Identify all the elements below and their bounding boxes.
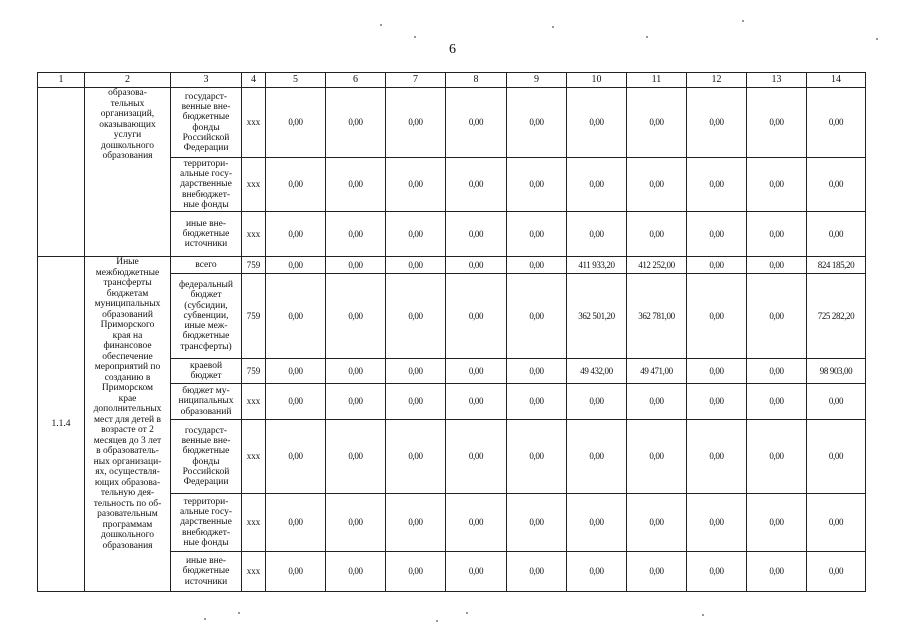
value-cell: 0,00 [747, 88, 807, 158]
value-cell: 0,00 [326, 420, 386, 494]
value-cell: 98 903,00 [807, 359, 866, 384]
value-cell: 0,00 [507, 212, 567, 257]
column-header-6: 6 [326, 73, 386, 88]
value-cell: 0,00 [687, 257, 747, 274]
value-cell: 0,00 [266, 212, 326, 257]
funding-source: территори- альные госу- дарственные внебюджет- ные фонды [171, 494, 242, 552]
value-cell: 362 781,00 [627, 274, 687, 359]
value-cell: 0,00 [266, 274, 326, 359]
value-cell: 0,00 [507, 420, 567, 494]
value-cell: 0,00 [507, 274, 567, 359]
column-header-8: 8 [446, 73, 507, 88]
item-number: 1.1.4 [38, 257, 85, 592]
value-cell: 0,00 [687, 359, 747, 384]
value-cell: 0,00 [687, 158, 747, 212]
value-cell: 0,00 [567, 212, 627, 257]
scan-speck [552, 26, 554, 28]
scan-speck [380, 24, 382, 26]
scan-speck [414, 36, 416, 38]
value-cell: 0,00 [326, 384, 386, 420]
value-cell: 0,00 [747, 257, 807, 274]
column-header-10: 10 [567, 73, 627, 88]
budget-table [37, 72, 866, 592]
value-cell: 0,00 [266, 420, 326, 494]
budget-code: xxx [242, 158, 266, 212]
value-cell: 0,00 [747, 359, 807, 384]
value-cell: 0,00 [567, 88, 627, 158]
value-cell: 0,00 [326, 274, 386, 359]
value-cell: 0,00 [807, 158, 866, 212]
value-cell: 0,00 [386, 359, 446, 384]
value-cell: 824 185,20 [807, 257, 866, 274]
funding-source: бюджет му- ниципальных образований [171, 384, 242, 420]
value-cell: 49 432,00 [567, 359, 627, 384]
value-cell: 0,00 [807, 420, 866, 494]
value-cell: 0,00 [446, 274, 507, 359]
value-cell: 0,00 [627, 88, 687, 158]
value-cell: 0,00 [627, 212, 687, 257]
scan-speck [646, 36, 648, 38]
value-cell: 725 282,20 [807, 274, 866, 359]
column-header-2: 2 [85, 73, 171, 88]
scan-speck [204, 618, 206, 620]
value-cell: 0,00 [627, 494, 687, 552]
column-header-14: 14 [807, 73, 866, 88]
value-cell: 0,00 [747, 494, 807, 552]
value-cell: 0,00 [386, 257, 446, 274]
column-header-12: 12 [687, 73, 747, 88]
budget-code: xxx [242, 212, 266, 257]
value-cell: 0,00 [507, 384, 567, 420]
budget-code: xxx [242, 384, 266, 420]
value-cell: 0,00 [807, 212, 866, 257]
value-cell: 0,00 [386, 158, 446, 212]
column-header-9: 9 [507, 73, 567, 88]
value-cell: 0,00 [446, 257, 507, 274]
budget-code: xxx [242, 88, 266, 158]
column-header-3: 3 [171, 73, 242, 88]
column-header-1: 1 [38, 73, 85, 88]
value-cell: 0,00 [567, 494, 627, 552]
value-cell: 0,00 [326, 359, 386, 384]
value-cell: 0,00 [446, 212, 507, 257]
value-cell: 0,00 [266, 494, 326, 552]
value-cell: 0,00 [687, 420, 747, 494]
value-cell: 0,00 [386, 212, 446, 257]
value-cell: 0,00 [687, 552, 747, 592]
column-header-4: 4 [242, 73, 266, 88]
value-cell: 0,00 [747, 212, 807, 257]
value-cell: 49 471,00 [627, 359, 687, 384]
value-cell: 0,00 [386, 552, 446, 592]
budget-code: xxx [242, 494, 266, 552]
value-cell: 0,00 [687, 494, 747, 552]
value-cell: 0,00 [386, 88, 446, 158]
value-cell: 0,00 [266, 359, 326, 384]
value-cell: 0,00 [446, 158, 507, 212]
value-cell: 0,00 [747, 158, 807, 212]
value-cell: 0,00 [507, 158, 567, 212]
value-cell: 0,00 [747, 384, 807, 420]
funding-source: краевой бюджет [171, 359, 242, 384]
budget-code: 759 [242, 274, 266, 359]
item-name: образова- тельных организаций, оказывающих услуги дошкольного образования [85, 88, 171, 257]
value-cell: 0,00 [446, 384, 507, 420]
value-cell: 0,00 [807, 88, 866, 158]
scan-speck [702, 614, 704, 616]
value-cell: 0,00 [627, 420, 687, 494]
funding-source: государст- венные вне- бюджетные фонды Российской Федерации [171, 420, 242, 494]
item-number [38, 88, 85, 257]
budget-code: 759 [242, 359, 266, 384]
value-cell: 0,00 [747, 552, 807, 592]
scan-speck [436, 620, 438, 622]
value-cell: 0,00 [567, 158, 627, 212]
value-cell: 0,00 [687, 88, 747, 158]
item-name: Иные межбюджетные трансферты бюджетам муниципальных образований Приморского края на финансовое обеспечение мероприятий по созданию в Приморском крае дополнительных мест для детей в возрасте от 2 месяцев до 3 лет в образователь- ных организаци- ях, осуществля- ющих образова- тельную дея- тельность по об- разовательным программам дошкольного образования [85, 257, 171, 592]
value-cell: 0,00 [687, 212, 747, 257]
value-cell: 0,00 [386, 384, 446, 420]
value-cell: 0,00 [446, 552, 507, 592]
value-cell: 0,00 [687, 274, 747, 359]
value-cell: 411 933,20 [567, 257, 627, 274]
funding-source: иные вне- бюджетные источники [171, 212, 242, 257]
value-cell: 0,00 [266, 552, 326, 592]
value-cell: 412 252,00 [627, 257, 687, 274]
value-cell: 0,00 [627, 384, 687, 420]
value-cell: 0,00 [747, 274, 807, 359]
value-cell: 0,00 [627, 552, 687, 592]
value-cell: 0,00 [386, 494, 446, 552]
value-cell: 0,00 [386, 274, 446, 359]
funding-source: иные вне- бюджетные источники [171, 552, 242, 592]
budget-code: xxx [242, 420, 266, 494]
value-cell: 0,00 [386, 420, 446, 494]
value-cell: 0,00 [326, 552, 386, 592]
value-cell: 0,00 [446, 359, 507, 384]
value-cell: 0,00 [326, 494, 386, 552]
value-cell: 0,00 [507, 552, 567, 592]
value-cell: 0,00 [567, 384, 627, 420]
table-row [38, 257, 866, 274]
value-cell: 0,00 [446, 88, 507, 158]
scan-speck [742, 20, 744, 22]
value-cell: 0,00 [567, 552, 627, 592]
value-cell: 0,00 [807, 494, 866, 552]
value-cell: 0,00 [446, 494, 507, 552]
scan-speck [238, 612, 240, 614]
value-cell: 0,00 [326, 158, 386, 212]
page-number: 6 [449, 42, 456, 57]
value-cell: 0,00 [507, 88, 567, 158]
value-cell: 0,00 [507, 494, 567, 552]
value-cell: 0,00 [567, 420, 627, 494]
value-cell: 0,00 [747, 420, 807, 494]
value-cell: 0,00 [326, 212, 386, 257]
value-cell: 0,00 [266, 384, 326, 420]
funding-source: всего [171, 257, 242, 274]
header-row [38, 73, 866, 88]
budget-code: 759 [242, 257, 266, 274]
column-header-11: 11 [627, 73, 687, 88]
column-header-13: 13 [747, 73, 807, 88]
scan-speck [466, 612, 468, 614]
value-cell: 0,00 [266, 158, 326, 212]
value-cell: 0,00 [807, 552, 866, 592]
value-cell: 0,00 [446, 420, 507, 494]
value-cell: 0,00 [687, 384, 747, 420]
funding-source: федеральный бюджет (субсидии, субвенции, иные меж- бюджетные трансферты) [171, 274, 242, 359]
budget-code: xxx [242, 552, 266, 592]
value-cell: 0,00 [326, 88, 386, 158]
value-cell: 0,00 [266, 257, 326, 274]
value-cell: 362 501,20 [567, 274, 627, 359]
funding-source: государст- венные вне- бюджетные фонды Российской Федерации [171, 88, 242, 158]
value-cell: 0,00 [507, 359, 567, 384]
funding-source: территори- альные госу- дарственные внебюджет- ные фонды [171, 158, 242, 212]
value-cell: 0,00 [326, 257, 386, 274]
value-cell: 0,00 [627, 158, 687, 212]
scan-speck [876, 38, 878, 40]
value-cell: 0,00 [507, 257, 567, 274]
value-cell: 0,00 [266, 88, 326, 158]
value-cell: 0,00 [807, 384, 866, 420]
table-row [38, 88, 866, 158]
column-header-5: 5 [266, 73, 326, 88]
column-header-7: 7 [386, 73, 446, 88]
